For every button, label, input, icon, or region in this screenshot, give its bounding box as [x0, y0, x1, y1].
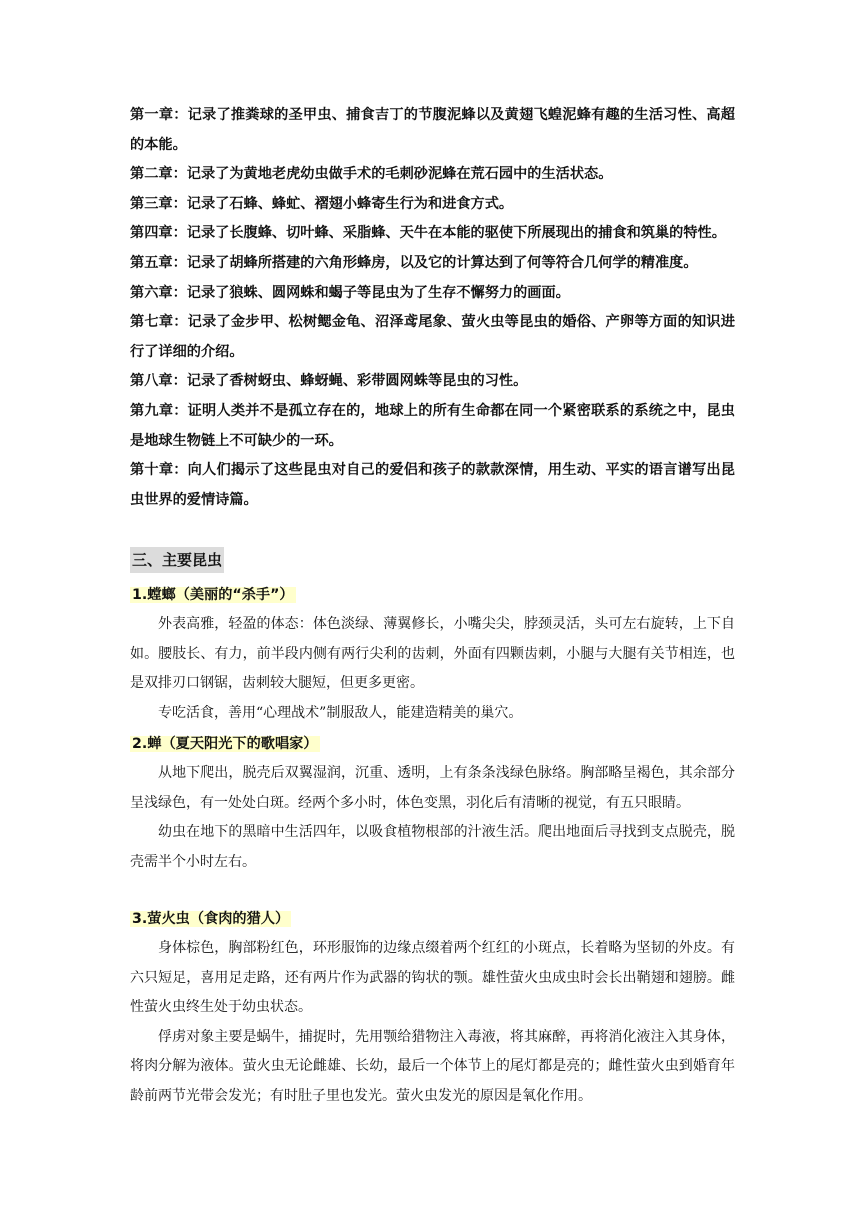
- firefly-paragraph-1: 身体棕色，胸部粉红色，环形服饰的边缘点缀着两个红红的小斑点，长着略为坚韧的外皮。有六只短足，喜用足走路，还有两片作为武器的钩状的颚。雄性萤火虫成虫时会长出鞘翅和翅膀。雌性萤火虫终生处于幼虫状态。: [130, 940, 735, 1016]
- chapter-8-summary: 第八章：记录了香树蚜虫、蜂蚜蝇、彩带圆网蛛等昆虫的习性。: [130, 373, 528, 390]
- insect-heading-cicada-text: 2.蝉（夏天阳光下的歌唱家）: [132, 736, 318, 752]
- chapter-4-summary: 第四章：记录了长腹蜂、切叶蜂、采脂蜂、天牛在本能的驱使下所展现出的捕食和筑巢的特性。: [130, 225, 726, 242]
- chapter-9-summary: 第九章：证明人类并不是孤立存在的，地球上的所有生命都在同一个紧密联系的系统之中，昆虫是地球生物链上不可缺少的一环。: [130, 402, 735, 449]
- cicada-paragraph-1: 从地下爬出，脱壳后双翼湿润，沉重、透明，上有条条浅绿色脉络。胸部略呈褐色，其余部分呈浅绿色，有一处处白斑。经两个多小时，体色变黑，羽化后有清晰的视觉，有五只眼睛。: [130, 765, 735, 811]
- mantis-paragraph-1: 外表高雅，轻盈的体态：体色淡绿、薄翼修长，小嘴尖尖，脖颈灵活，头可左右旋转，上下自如。腰肢长、有力，前半段内侧有两行尖利的齿刺，外面有四颗齿刺，小腿与大腿有关节相连，也是双排刃口钢锯，齿刺较大腿短，但更多更密。: [130, 616, 735, 692]
- chapter-5-summary: 第五章：记录了胡蜂所搭建的六角形蜂房，以及它的计算达到了何等符合几何学的精准度。: [130, 254, 698, 271]
- insect-body-cicada: [130, 759, 735, 877]
- section-title-main-insects: 三、主要昆虫: [130, 547, 224, 573]
- chapter-10-summary: 第十章：向人们揭示了这些昆虫对自己的爱侣和孩子的款款深情，用生动、平实的语言谱写出昆虫世界的爱情诗篇。: [130, 462, 735, 508]
- mantis-paragraph-2: 专吃活食，善用“心理战术”制服敌人，能建造精美的巢穴。: [158, 704, 523, 721]
- insect-heading-firefly: [130, 906, 291, 932]
- chapter-2-summary: 第二章：记录了为黄地老虎幼虫做手术的毛刺砂泥蜂在荒石园中的生活状态。: [130, 166, 613, 183]
- chapter-summary-list: [130, 101, 735, 515]
- insect-heading-mantis: [130, 582, 296, 608]
- insect-body-mantis: [130, 610, 735, 728]
- chapter-1-summary: 第一章：记录了推粪球的圣甲虫、捕食吉丁的节腹泥蜂以及黄翅飞蝗泥蜂有趣的生活习性、高超的本能。: [130, 107, 735, 153]
- insect-heading-mantis-text: 1.螳螂（美丽的“杀手”）: [132, 587, 294, 603]
- chapter-3-summary: 第三章：记录了石蜂、蜂虻、褶翅小蜂寄生行为和进食方式。: [130, 195, 514, 212]
- cicada-paragraph-2: 幼虫在地下的黑暗中生活四年，以吸食植物根部的汁液生活。爬出地面后寻找到支点脱壳，脱壳需半个小时左右。: [130, 824, 735, 870]
- insect-heading-firefly-text: 3.萤火虫（食肉的猎人）: [132, 911, 290, 927]
- insect-heading-cicada: [130, 731, 320, 757]
- firefly-paragraph-2: 俘虏对象主要是蜗牛，捕捉时，先用颚给猎物注入毒液，将其麻醉，再将消化液注入其身体，将肉分解为液体。萤火虫无论雌雄、长幼，最后一个体节上的尾灯都是亮的；雌性萤火虫到婚育年龄前两节光带会发光；有时肚子里也发光。萤火虫发光的原因是氧化作用。: [130, 1028, 735, 1104]
- insect-body-firefly: [130, 934, 735, 1112]
- chapter-6-summary: 第六章：记录了狼蛛、圆网蛛和蝎子等昆虫为了生存不懈努力的画面。: [130, 284, 570, 301]
- chapter-7-summary: 第七章：记录了金步甲、松树鳃金龟、沼泽鸢尾象、萤火虫等昆虫的婚俗、产卵等方面的知识进行了详细的介绍。: [130, 314, 735, 360]
